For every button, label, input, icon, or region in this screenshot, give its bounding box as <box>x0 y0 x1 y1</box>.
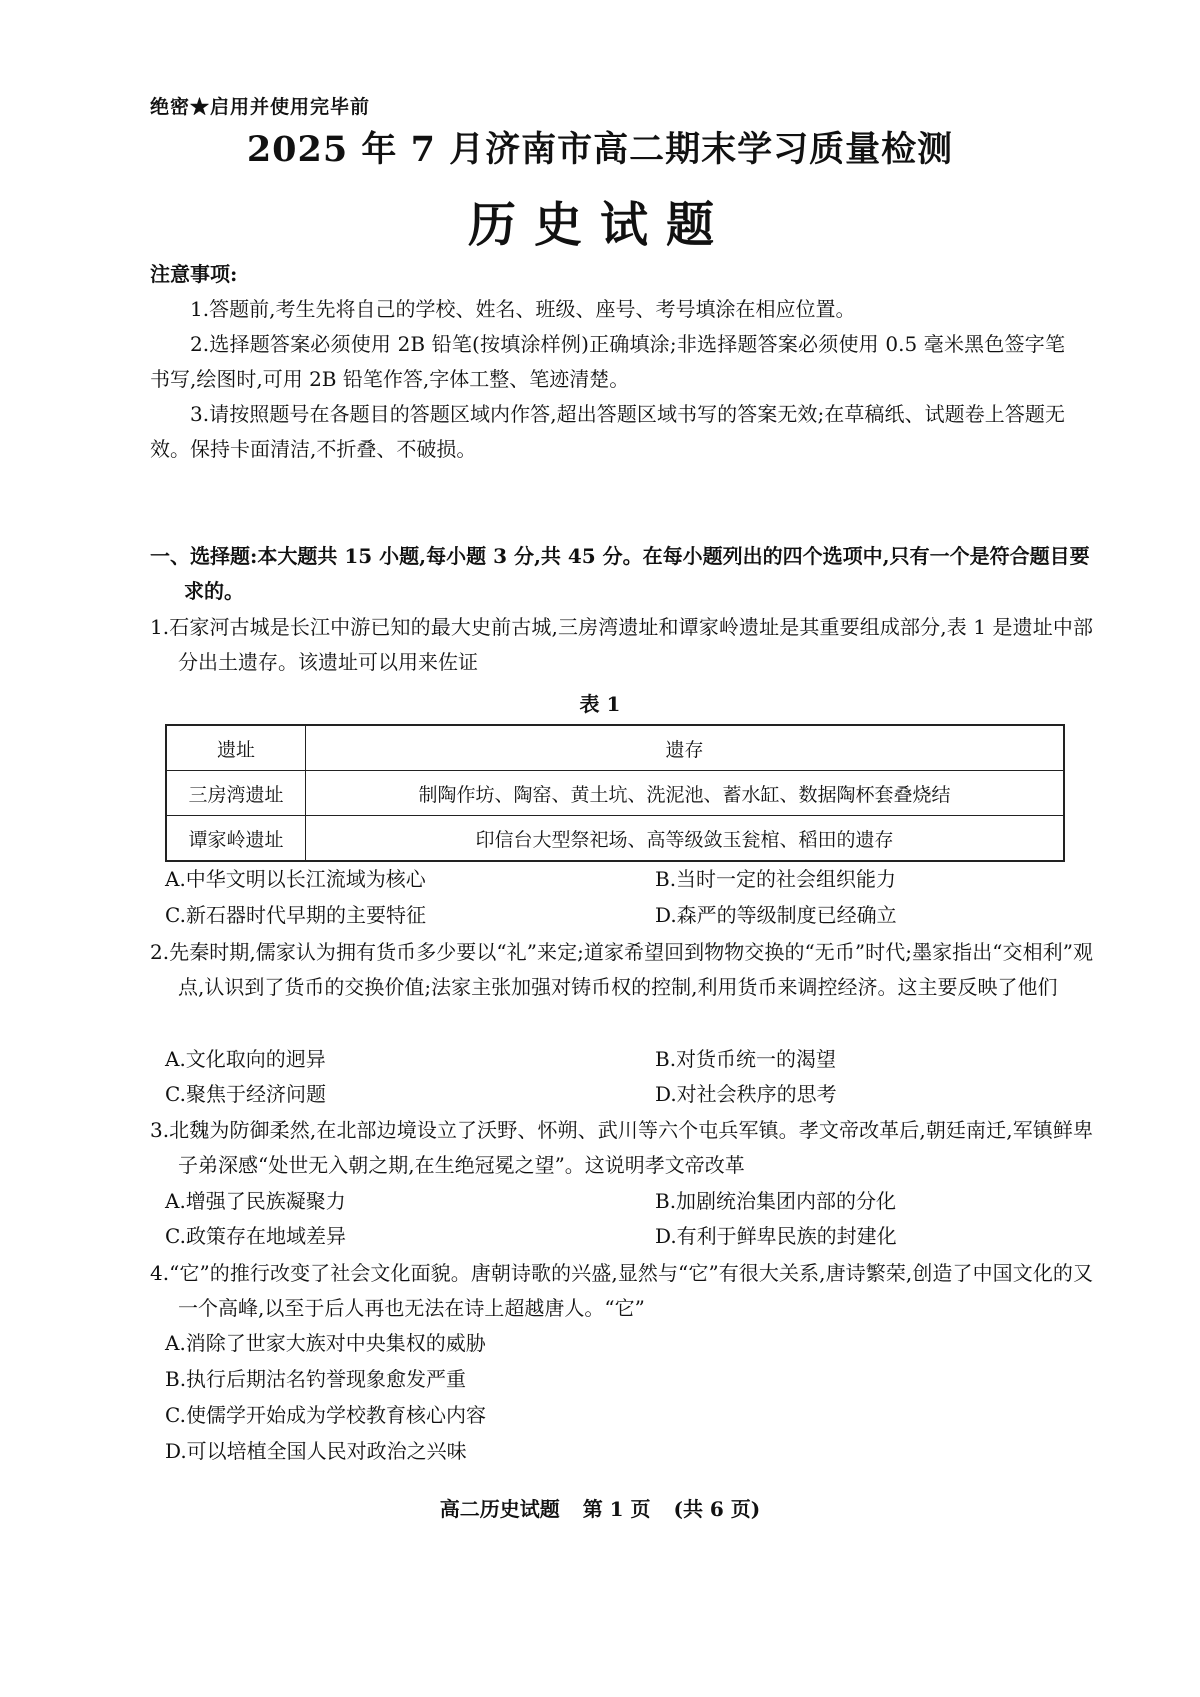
table-header-cell: 遗址 <box>166 725 306 771</box>
option-4c: C.使儒学开始成为学校教育核心内容 <box>165 1403 486 1427</box>
relics-table <box>165 724 1065 862</box>
table-cell: 谭家岭遗址 <box>166 816 306 862</box>
option-3b: B.加剧统治集团内部的分化 <box>655 1189 897 1213</box>
question-4-stem: 4.“它”的推行改变了社会文化面貌。唐朝诗歌的兴盛,显然与“它”有很大关系,唐诗繁荣,创造了中国文化的又一个高峰,以至于后人再也无法在诗上超越唐人。“它” <box>150 1261 1093 1320</box>
option-3c: C.政策存在地域差异 <box>165 1224 346 1248</box>
table-header-cell: 遗存 <box>306 725 1065 771</box>
notice-item-2: 2.选择题答案必须使用 2B 铅笔(按填涂样例)正确填涂;非选择题答案必须使用 0.5 毫米黑色签字笔书写,绘图时,可用 2B 铅笔作答,字体工整、笔迹清楚。 <box>150 332 1065 391</box>
table-caption: 表 1 <box>579 692 621 716</box>
table-row <box>166 816 1064 862</box>
footer-total-pages: (共 6 页) <box>673 1497 761 1521</box>
notice-heading: 注意事项: <box>150 262 238 286</box>
option-2b: B.对货币统一的渴望 <box>655 1047 837 1071</box>
subject-title: 历史试题 <box>467 197 732 253</box>
table-cell: 三房湾遗址 <box>166 771 306 816</box>
table-cell: 印信台大型祭祀场、高等级敛玉瓮棺、稻田的遗存 <box>306 816 1065 862</box>
option-1b: B.当时一定的社会组织能力 <box>655 867 897 891</box>
table-cell: 制陶作坊、陶窑、黄土坑、洗泥池、蓄水缸、数据陶杯套叠烧结 <box>306 771 1065 816</box>
option-1a: A.中华文明以长江流域为核心 <box>165 867 426 891</box>
footer-page-number: 第 1 页 <box>582 1497 651 1521</box>
option-1c: C.新石器时代早期的主要特征 <box>165 903 426 927</box>
table-header-row <box>166 725 1064 771</box>
exam-title: 2025 年 7 月济南市高二期末学习质量检测 <box>246 129 954 170</box>
option-4d: D.可以培植全国人民对政治之兴味 <box>165 1439 467 1463</box>
question-1-stem: 1.石家河古城是长江中游已知的最大史前古城,三房湾遗址和谭家岭遗址是其重要组成部分,表 1 是遗址中部分出土遗存。该遗址可以用来佐证 <box>150 615 1093 674</box>
option-4a: A.消除了世家大族对中央集权的威胁 <box>165 1331 486 1355</box>
option-2d: D.对社会秩序的思考 <box>655 1082 837 1106</box>
option-1d: D.森严的等级制度已经确立 <box>655 903 897 927</box>
table-row <box>166 771 1064 816</box>
option-2c: C.聚焦于经济问题 <box>165 1082 326 1106</box>
option-3a: A.增强了民族凝聚力 <box>165 1189 346 1213</box>
option-3d: D.有利于鲜卑民族的封建化 <box>655 1224 897 1248</box>
section-heading: 一、选择题:本大题共 15 小题,每小题 3 分,共 45 分。在每小题列出的四个选项中,只有一个是符合题目要求的。 <box>150 544 1090 603</box>
footer-subject: 高二历史试题 <box>439 1497 560 1521</box>
question-2-stem: 2.先秦时期,儒家认为拥有货币多少要以“礼”来定;道家希望回到物物交换的“无币”时代;墨家指出“交相利”观点,认识到了货币的交换价值;法家主张加强对铸币权的控制,利用货币来调控经济。这主要反映了他们 <box>150 940 1093 999</box>
option-4b: B.执行后期沽名钓誉现象愈发严重 <box>165 1367 467 1391</box>
secret-label: 绝密★启用并使用完毕前 <box>150 96 371 118</box>
option-2a: A.文化取向的迥异 <box>165 1047 326 1071</box>
page-footer <box>0 1493 1200 1522</box>
question-3-stem: 3.北魏为防御柔然,在北部边境设立了沃野、怀朔、武川等六个屯兵军镇。孝文帝改革后,朝廷南迁,军镇鲜卑子弟深感“处世无入朝之期,在生绝冠冕之望”。这说明孝文帝改革 <box>150 1118 1093 1177</box>
notice-item-1: 1.答题前,考生先将自己的学校、姓名、班级、座号、考号填涂在相应位置。 <box>190 297 856 321</box>
notice-item-3: 3.请按照题号在各题目的答题区域内作答,超出答题区域书写的答案无效;在草稿纸、试题卷上答题无效。保持卡面清洁,不折叠、不破损。 <box>150 402 1065 461</box>
